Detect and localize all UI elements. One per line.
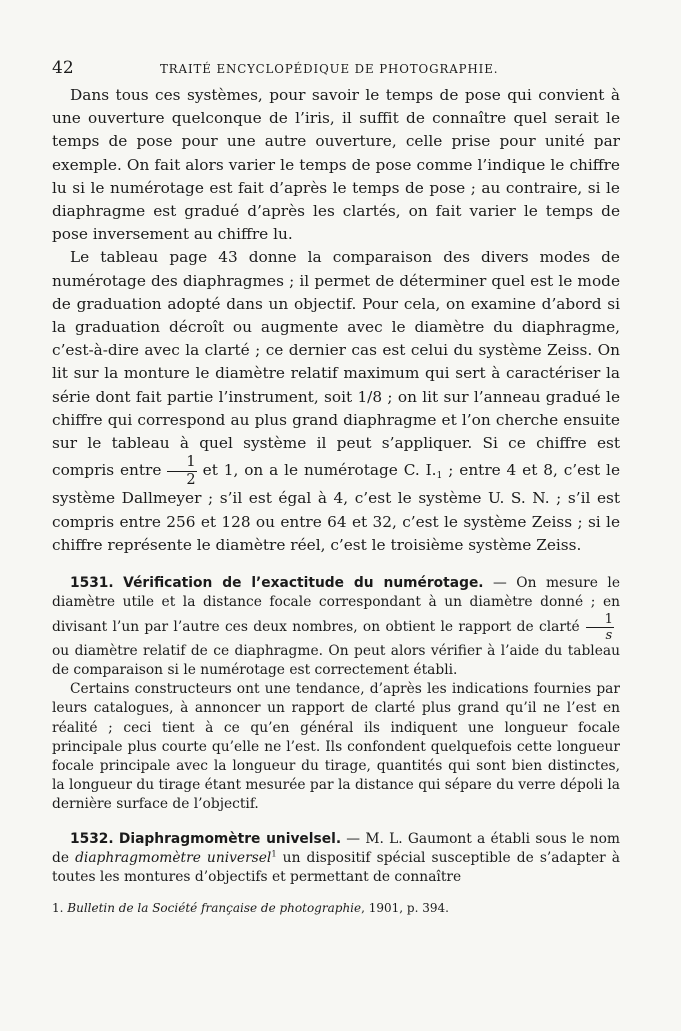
section-number: 1532. <box>70 830 114 847</box>
fraction-one-half: $\frac{1}{2}$ <box>167 455 196 487</box>
section-1532 <box>52 830 620 888</box>
running-title: TRAITÉ ENCYCLOPÉDIQUE DE PHOTOGRAPHIE. <box>160 62 499 76</box>
fraction-one-over-s: $\frac{1}{s}$ <box>586 613 614 642</box>
section-title: Vérification de l’exactitude du numérotage. <box>123 575 484 592</box>
page-header <box>52 58 620 84</box>
section-1531 <box>52 574 620 814</box>
main-text <box>52 84 620 557</box>
paragraph: 1531. Vérification de l’exactitude du numérotage. — On mesure le diamètre utile et la distance focale correspondant à un diamètre donné ; en divisant l’un par l’autre ces deux nombres, on obtient le rapport de clarté $\frac{1}{s}$ ou diamètre relatif de ce diaphragme. On peut alors vérifier à l’aide du tableau de comparaison si le numérotage est correctement établi. <box>52 575 621 678</box>
section-number: 1531. <box>70 575 114 592</box>
page <box>52 58 620 916</box>
footnote: 1. Bulletin de la Société française de photographie, 1901, p. 394. <box>52 901 449 916</box>
paragraph: Certains constructeurs ont une tendance, d’après les indications fournies par leurs catalogues, à annoncer un rapport de clarté plus grand qu’il ne l’est en réalité ; ceci tient à ce qu’en général ils indiquent une longueur focale principale plus courte qu’elle ne l’est. Ils confondent quelquefois cette longueur focale principale avec la longueur du tirage, quantités qui sont bien distinctes, la longueur du tirage étant mesurée par la distance qui sépare du verre dépoli la dernière surface de l’objectif. <box>52 681 620 813</box>
paragraph: Dans tous ces systèmes, pour savoir le temps de pose qui convient à une ouverture quelconque de l’iris, il suffit de connaître quel serait le temps de pose pour une autre ouverture, celle prise pour unité par exemple. On fait alors varier le temps de pose comme l’indique le chiffre lu si le numérotage est fait d’après le temps de pose ; au contraire, si le diaphragme est gradué d’après les clartés, on fait varier le temps de pose inversement au chiffre lu. <box>52 86 620 244</box>
paragraph: 1532. Diaphragmomètre univelsel. — M. L. Gaumont a établi sous le nom de diaphragmomètre universel$^1$ un dispositif spécial susceptible de s’adapter à toutes les montures d’objectifs et permettant de connaître <box>52 830 620 885</box>
page-number: 42 <box>52 58 74 78</box>
section-title: Diaphragmomètre univelsel. <box>118 830 342 847</box>
paragraph: Le tableau page 43 donne la comparaison des divers modes de numérotage des diaphragmes ; il permet de déterminer quel est le mode de graduation adopté dans un objectif. Pour cela, on examine d’abord si la graduation décroît ou augmente avec le diamètre du diaphragme, c’est-à-dire avec la clarté ; ce dernier cas est celui du système Zeiss. On lit sur la monture le diamètre relatif maximum qui sert à caractériser la série dont fait partie l’instrument, soit 1/8 ; on lit sur l’anneau gradué le chiffre qui correspond au plus grand diaphragme et l’on cherche ensuite sur le tableau à quel système il peut s’appliquer. Si ce chiffre est compris entre $\frac{1}{2}$ et 1, on a le numérotage C. $I._1$ ; entre 4 et 8, c’est le système Dallmeyer ; s’il est égal à 4, c’est le système U. S. N. ; s’il est compris entre 256 et 128 ou entre 64 et 32, c’est le système Zeiss ; si le chiffre représente le diamètre réel, c’est le troisième système Zeiss. <box>52 248 620 554</box>
footnote-mark: 1 <box>271 848 277 859</box>
